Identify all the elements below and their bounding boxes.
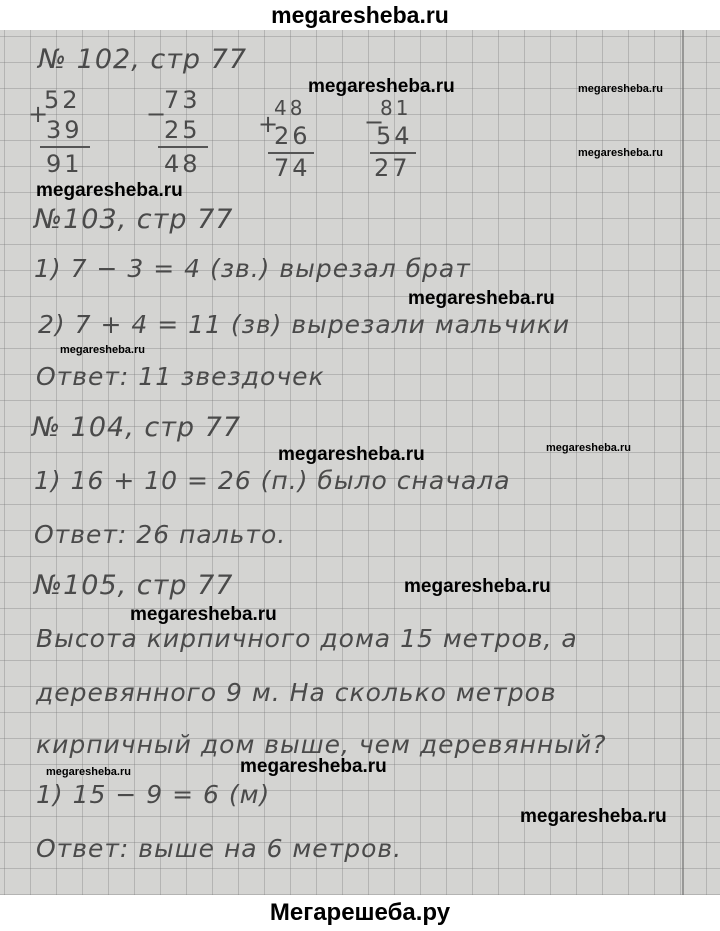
watermark: megaresheba.ru: [520, 806, 667, 827]
notebook-page: [0, 30, 720, 895]
task-104-answer: Ответ: 26 пальто.: [34, 520, 287, 549]
watermark: megaresheba.ru: [578, 83, 663, 95]
op1-bottom: 39: [46, 116, 83, 144]
task-103-line-1: 1) 7 − 3 = 4 (зв.) вырезал брат: [34, 254, 471, 283]
watermark: megaresheba.ru: [308, 76, 455, 97]
watermark: megaresheba.ru: [404, 576, 551, 597]
task-105-answer: Ответ: выше на 6 метров.: [36, 834, 403, 863]
op4-sign: −: [364, 108, 388, 136]
task-102-title: № 102, стр 77: [38, 44, 248, 75]
task-105-line-3: кирпичный дом выше, чем деревянный?: [36, 730, 607, 759]
op2-top: 73: [164, 86, 201, 114]
watermark: megaresheba.ru: [36, 180, 183, 201]
task-104-title: № 104, стр 77: [32, 412, 242, 443]
task-103-title: №103, стр 77: [34, 204, 234, 235]
op3-top: 48: [274, 96, 306, 120]
watermark: megaresheba.ru: [578, 147, 663, 159]
op2-result: 48: [164, 150, 201, 178]
op1-top: 52: [44, 86, 81, 114]
op1-result: 91: [46, 150, 83, 178]
op2-bottom: 25: [164, 116, 201, 144]
op2-rule: [158, 146, 208, 148]
op1-rule: [40, 146, 90, 148]
watermark: megaresheba.ru: [130, 604, 277, 625]
watermark: megaresheba.ru: [240, 756, 387, 777]
watermark: megaresheba.ru: [46, 766, 131, 778]
watermark: megaresheba.ru: [60, 344, 145, 356]
op1-sign: +: [28, 100, 52, 128]
task-105-line-1: Высота кирпичного дома 15 метров, а: [36, 624, 578, 653]
watermark: megaresheba.ru: [408, 288, 555, 309]
op4-result: 27: [374, 154, 411, 182]
op3-sign: +: [258, 110, 282, 138]
page-margin-line: [682, 30, 684, 895]
op3-result: 74: [274, 154, 311, 182]
site-footer: Мегарешеба.ру: [0, 895, 720, 931]
op2-sign: −: [146, 100, 170, 128]
op4-bottom: 54: [376, 122, 413, 150]
task-103-line-2: 2) 7 + 4 = 11 (зв) вырезали мальчики: [38, 310, 571, 339]
site-header: megaresheba.ru: [0, 0, 720, 30]
task-105-line-2: деревянного 9 м. На сколько метров: [36, 678, 557, 707]
op4-top: 81: [380, 96, 412, 120]
task-104-line-1: 1) 16 + 10 = 26 (п.) было сначала: [34, 466, 511, 495]
task-105-title: №105, стр 77: [34, 570, 234, 601]
op3-bottom: 26: [274, 122, 311, 150]
task-105-line-4: 1) 15 − 9 = 6 (м): [36, 780, 271, 809]
watermark: megaresheba.ru: [278, 444, 425, 465]
task-103-answer: Ответ: 11 звездочек: [36, 362, 325, 391]
watermark: megaresheba.ru: [546, 442, 631, 454]
